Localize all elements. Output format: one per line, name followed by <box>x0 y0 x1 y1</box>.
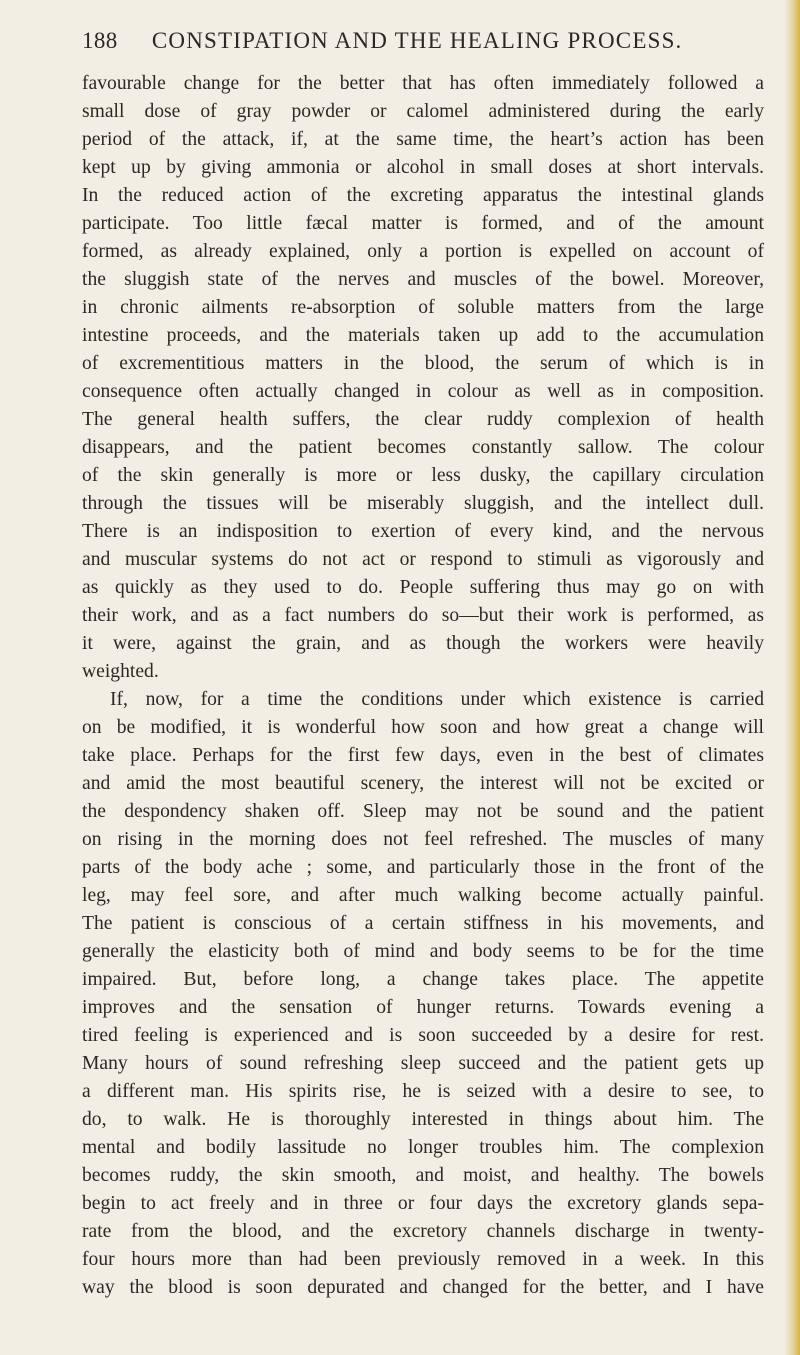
text-line: begin to act freely and in three or four days the excretory glands sepa- <box>82 1193 764 1214</box>
text-line: a different man. His spirits rise, he is seized with a desire to see, to <box>82 1081 764 1102</box>
text-line: consequence often actually changed in colour as well as in composition. <box>82 381 764 402</box>
text-line: generally the elasticity both of mind and body seems to be for the time <box>82 941 764 962</box>
text-line: In the reduced action of the excreting apparatus the intestinal glands <box>82 185 764 206</box>
text-line: do, to walk. He is thoroughly interested in things about him. The <box>82 1109 764 1130</box>
text-line: in chronic ailments re-absorption of soluble matters from the large <box>82 297 764 318</box>
running-head <box>82 28 722 62</box>
text-line: favourable change for the better that has often immediately followed a <box>82 73 764 94</box>
text-line: of the skin generally is more or less dusky, the capillary circulation <box>82 465 764 486</box>
text-line: mental and bodily lassitude no longer troubles him. The complexion <box>82 1137 764 1158</box>
text-line: formed, as already explained, only a portion is expelled on account of <box>82 241 764 262</box>
text-line: weighted. <box>82 661 159 682</box>
running-head-title: CONSTIPATION AND THE HEALING PROCESS. <box>151 28 683 53</box>
text-line: as quickly as they used to do. People suffering thus may go on with <box>82 577 764 598</box>
text-line: leg, may feel sore, and after much walking become actually painful. <box>82 885 764 906</box>
text-line: There is an indisposition to exertion of every kind, and the nervous <box>82 521 764 542</box>
text-line: way the blood is soon depurated and changed for the better, and I have <box>82 1277 764 1298</box>
text-line: kept up by giving ammonia or alcohol in small doses at short intervals. <box>82 157 764 178</box>
text-line: small dose of gray powder or calomel administered during the early <box>82 101 764 122</box>
text-line: intestine proceeds, and the materials taken up add to the accumulation <box>82 325 764 346</box>
text-line: rate from the blood, and the excretory channels discharge in twenty- <box>82 1221 764 1242</box>
text-line: it were, against the grain, and as though the workers were heavily <box>82 633 764 654</box>
text-line: take place. Perhaps for the first few days, even in the best of climates <box>82 745 764 766</box>
text-line: through the tissues will be miserably sluggish, and the intellect dull. <box>82 493 764 514</box>
paragraph <box>82 686 764 1302</box>
text-line: their work, and as a fact numbers do so—but their work is performed, as <box>82 605 764 626</box>
text-line: The general health suffers, the clear ruddy complexion of health <box>82 409 764 430</box>
text-line: four hours more than had been previously removed in a week. In this <box>82 1249 764 1270</box>
text-line: and amid the most beautiful scenery, the interest will not be excited or <box>82 773 764 794</box>
text-line: and muscular systems do not act or respond to stimuli as vigorously and <box>82 549 764 570</box>
body-text <box>82 70 764 1302</box>
text-line: disappears, and the patient becomes constantly sallow. The colour <box>82 437 764 458</box>
text-line: participate. Too little fæcal matter is formed, and of the amount <box>82 213 764 234</box>
text-line: the despondency shaken off. Sleep may not be sound and the patient <box>82 801 764 822</box>
text-line: on rising in the morning does not feel refreshed. The muscles of many <box>82 829 764 850</box>
text-line: The patient is conscious of a certain stiffness in his movements, and <box>82 913 764 934</box>
text-line: of excrementitious matters in the blood, the serum of which is in <box>82 353 764 374</box>
text-line: improves and the sensation of hunger returns. Towards evening a <box>82 997 764 1018</box>
page-number: 188 <box>82 28 118 53</box>
paragraph <box>82 70 764 686</box>
text-line: Many hours of sound refreshing sleep succeed and the patient gets up <box>82 1053 764 1074</box>
text-line: on be modified, it is wonderful how soon and how great a change will <box>82 717 764 738</box>
page-edge-shadow <box>784 0 800 1355</box>
text-line: period of the attack, if, at the same time, the heart’s action has been <box>82 129 764 150</box>
text-line: tired feeling is experienced and is soon succeeded by a desire for rest. <box>82 1025 764 1046</box>
text-line: If, now, for a time the conditions under which existence is carried <box>110 689 764 710</box>
text-line: parts of the body ache ; some, and particularly those in the front of the <box>82 857 764 878</box>
text-line: becomes ruddy, the skin smooth, and moist, and healthy. The bowels <box>82 1165 764 1186</box>
text-line: the sluggish state of the nerves and muscles of the bowel. Moreover, <box>82 269 764 290</box>
text-line: impaired. But, before long, a change takes place. The appetite <box>82 969 764 990</box>
